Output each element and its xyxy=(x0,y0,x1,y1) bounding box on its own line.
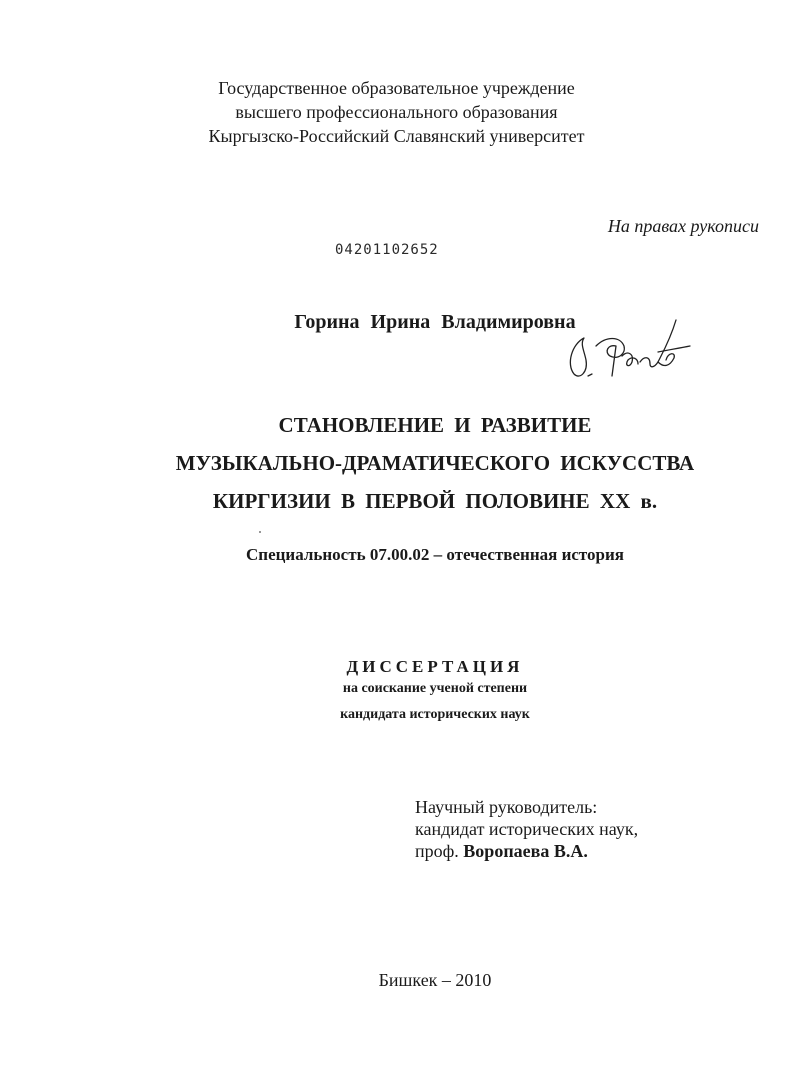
thesis-title xyxy=(0,406,793,520)
author-name: Горина Ирина Владимировна xyxy=(294,311,576,333)
scan-speck xyxy=(259,531,261,533)
archive-number-stamp: 04201102652 xyxy=(335,242,439,258)
signature-stroke-1 xyxy=(570,338,586,376)
signature-stroke-3 xyxy=(596,339,624,377)
supervisor-name: Воропаева В.А. xyxy=(463,841,588,861)
supervisor-line-1: Научный руководитель: xyxy=(415,797,598,817)
institution-line-2: высшего профессионального образования xyxy=(235,102,558,122)
supervisor-line-3 xyxy=(415,840,638,862)
thesis-title-line-2: МУЗЫКАЛЬНО-ДРАМАТИЧЕСКОГО ИСКУССТВА xyxy=(175,451,695,475)
specialty-line: Специальность 07.00.02 – отечественная история xyxy=(246,545,624,564)
author-signature xyxy=(562,316,692,386)
degree-line-1: на соискание ученой степени xyxy=(342,681,528,696)
dissertation-label: ДИССЕРТАЦИЯ xyxy=(346,657,524,676)
thesis-title-line-1: СТАНОВЛЕНИЕ И РАЗВИТИЕ xyxy=(278,413,592,437)
institution-header xyxy=(0,76,793,148)
institution-line-1: Государственное образовательное учреждение xyxy=(218,78,575,98)
city-year: Бишкек – 2010 xyxy=(378,970,492,990)
degree-line-2: кандидата исторических наук xyxy=(340,707,530,722)
signature-stroke-7 xyxy=(658,346,690,352)
manuscript-rights-note: На правах рукописи xyxy=(607,216,759,236)
signature-stroke-6 xyxy=(658,354,674,366)
supervisor-title: проф. xyxy=(415,841,459,861)
signature-stroke-4 xyxy=(622,353,638,366)
supervisor-line-2: кандидат исторических наук, xyxy=(415,819,639,839)
supervisor-block xyxy=(415,796,638,862)
signature-stroke-5 xyxy=(640,320,676,367)
signature-stroke-2 xyxy=(588,374,592,376)
institution-line-3: Кыргызско-Российский Славянский университет xyxy=(208,126,585,146)
thesis-title-line-3: КИРГИЗИИ В ПЕРВОЙ ПОЛОВИНЕ XX в. xyxy=(212,489,658,513)
